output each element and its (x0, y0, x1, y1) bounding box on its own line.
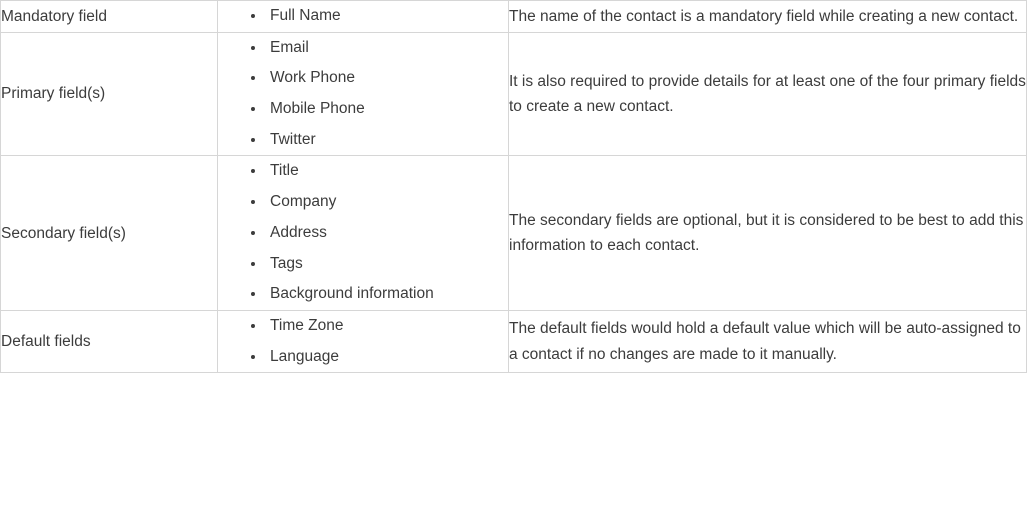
list-item: • Language (266, 342, 508, 373)
description-text: It is also required to provide details for at least one of the four primary fields to create a new contact. (509, 72, 1026, 116)
list-item: • Title (266, 156, 508, 187)
field-description-cell (509, 310, 1027, 372)
field-items-list (218, 1, 508, 32)
field-category-cell: Primary field(s) (1, 32, 218, 156)
list-item: • Full Name (266, 1, 508, 32)
table-row (1, 1, 1027, 33)
description-text: The default fields would hold a default value which will be auto-assigned to a contact if no changes are made to it manually. (509, 320, 1021, 363)
table-row (1, 310, 1027, 372)
list-item: • Time Zone (266, 311, 508, 342)
list-item: • Twitter (266, 125, 508, 156)
field-category-cell: Default fields (1, 310, 218, 372)
list-item: • Address (266, 218, 508, 249)
table-row (1, 32, 1027, 156)
field-category-cell: Mandatory field (1, 1, 218, 33)
list-item: • Work Phone (266, 63, 508, 94)
description-text: The name of the contact is a mandatory field while creating a new contact. (509, 7, 1019, 25)
field-items-list (218, 311, 508, 372)
list-item: • Company (266, 187, 508, 218)
field-items-cell (218, 156, 509, 310)
list-item: • Email (266, 33, 508, 64)
field-items-cell (218, 1, 509, 33)
list-item: • Tags (266, 249, 508, 280)
field-description-cell (509, 1, 1027, 33)
field-items-list (218, 33, 508, 156)
table-row (1, 156, 1027, 310)
field-description-cell (509, 32, 1027, 156)
description-text: The secondary fields are optional, but it is considered to be best to add this information to each contact. (509, 212, 1024, 255)
table-body (1, 1, 1027, 373)
list-item: • Mobile Phone (266, 94, 508, 125)
field-category-cell: Secondary field(s) (1, 156, 218, 310)
field-items-cell (218, 32, 509, 156)
field-description-cell (509, 156, 1027, 310)
list-item: • Background information (266, 279, 508, 310)
field-items-cell (218, 310, 509, 372)
field-items-list (218, 156, 508, 309)
